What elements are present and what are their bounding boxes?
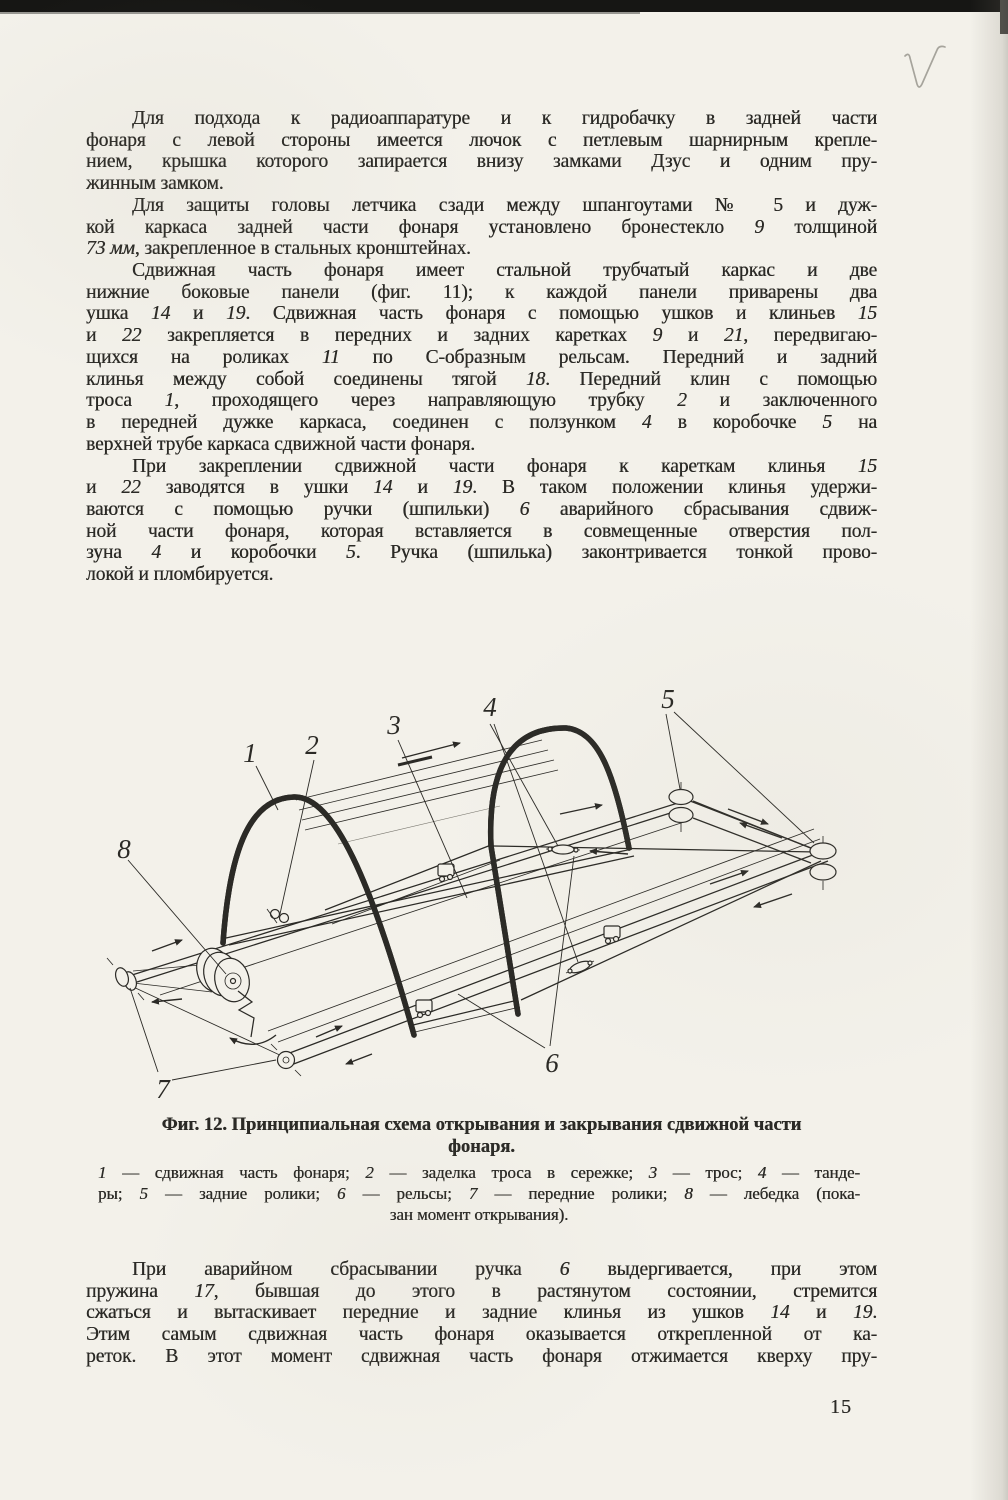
figure-caption-line-1: Фиг. 12. Принципиальная схема открывания и закрывания сдвижной части [161, 1115, 802, 1135]
text-line: верхней трубе каркаса сдвижной части фонаря. [86, 433, 475, 455]
figure-label-1: 1 [243, 738, 257, 768]
figure-12-diagram [80, 648, 960, 1108]
page-number: 15 [830, 1396, 852, 1418]
body-text-top [86, 108, 877, 586]
figure-label-5: 5 [661, 684, 675, 714]
figure-label-3: 3 [387, 710, 401, 740]
text-line: При закреплении сдвижной части фонаря к кареткам клинья 15 [132, 455, 877, 477]
text-line: зан момент открывания). [389, 1205, 569, 1225]
text-line: При аварийном сбрасывании ручка 6 выдергивается, при этом [132, 1259, 877, 1280]
paragraph [86, 108, 877, 195]
paragraph [86, 195, 877, 260]
text-line: Для защиты головы летчика сзади между шпангоутами № 5 и дуж- [132, 194, 877, 216]
text-line: 73 мм, закрепленное в стальных кронштейнах. [86, 238, 471, 260]
text-line: ушка 14 и 19. Сдвижная часть фонаря с помощью ушков и клиньев 15 [86, 303, 878, 325]
text-line: и 22 закрепляется в передних и задних каретках 9 и 21, передвигаю- [86, 325, 877, 347]
text-line: фонаря с левой стороны имеется лючок с петлевым шарнирным крепле- [86, 129, 877, 151]
text-line: нием, крышка которого запирается внизу замками Дзус и одним пру- [86, 151, 877, 173]
scan-edge-bar [0, 0, 1008, 12]
text-line: реток. В этот момент сдвижная часть фонаря отжимается кверху пру- [86, 1345, 877, 1367]
text-line: сжаться и вытаскивает передние и задние клинья из ушков 14 и 19. [86, 1302, 877, 1324]
winch [192, 945, 276, 1045]
text-line: ной части фонаря, которая вставляется в совмещенные отверстия пол- [86, 520, 877, 542]
text-line: Для подхода к радиоаппаратуре и к гидробачку в задней части [132, 108, 877, 129]
figure-label-8: 8 [117, 834, 131, 864]
figure-label-2: 2 [305, 730, 319, 760]
text-line: жинным замком. [86, 173, 224, 195]
paragraph [86, 1259, 877, 1368]
text-line: локой и пломбируется. [86, 564, 274, 586]
text-line: в передней дужке каркаса, соединен с ползунком 4 в коробочке 5 на [86, 412, 877, 434]
direction-arrows [152, 743, 792, 1064]
figure-label-6: 6 [545, 1048, 559, 1078]
leader-lines [128, 712, 814, 1080]
platform-rails [129, 799, 828, 1065]
text-line: щихся на роликах 11 по С-образным рельсам. Передний и задний [86, 346, 877, 368]
text-line: Этим самым сдвижная часть фонаря оказывается открепленной от ка- [86, 1324, 877, 1346]
text-line: ваются с помощью ручки (шпильки) 6 аварийного сбрасывания сдвиж- [86, 498, 877, 520]
cable-shackle [267, 909, 289, 923]
pencil-checkmark-icon [895, 38, 955, 98]
text-line: ры; 5 — задние ролики; 6 — рельсы; 7 — передние ролики; 8 — лебедка (пока- [98, 1184, 861, 1204]
figure-caption-line-2: фонаря. [448, 1137, 515, 1157]
figure-legend [98, 1162, 860, 1226]
scan-edge-corner [1000, 0, 1008, 34]
rail-carriages [416, 864, 620, 1018]
text-line: клинья между собой соединены тягой 18. Передний клин с помощью [86, 368, 877, 390]
figure-label-7: 7 [156, 1074, 170, 1104]
paragraph [86, 260, 877, 455]
paragraph [86, 456, 877, 586]
turnbuckles [546, 845, 594, 975]
text-line: нижние боковые панели (фиг. 11); к каждой панели приварены два [86, 281, 877, 303]
text-line: 1 — сдвижная часть фонаря; 2 — заделка троса в сережке; 3 — трос; 4 — танде- [98, 1163, 860, 1182]
text-line: пружина 17, бывшая до этого в растянутом состоянии, стремится [86, 1280, 878, 1302]
body-text-bottom [86, 1259, 877, 1368]
text-line: и 22 заводятся в ушки 14 и 19. В таком положении клинья удержи- [86, 477, 877, 499]
scan-edge-fray [0, 12, 640, 14]
text-line: зуна 4 и коробочки 5. Ручка (шпилька) законтривается тонкой прово- [86, 542, 877, 564]
paragraph [98, 1162, 860, 1226]
text-line: Сдвижная часть фонаря имеет стальной трубчатый каркас и две [132, 260, 877, 282]
figure-caption [86, 1114, 877, 1158]
figure-label-4: 4 [483, 692, 497, 722]
text-line: кой каркаса задней части фонаря установлено бронестекло 9 толщиной [86, 216, 877, 238]
text-line: троса 1, проходящего через направляющую трубку 2 и заключенного [86, 390, 877, 412]
